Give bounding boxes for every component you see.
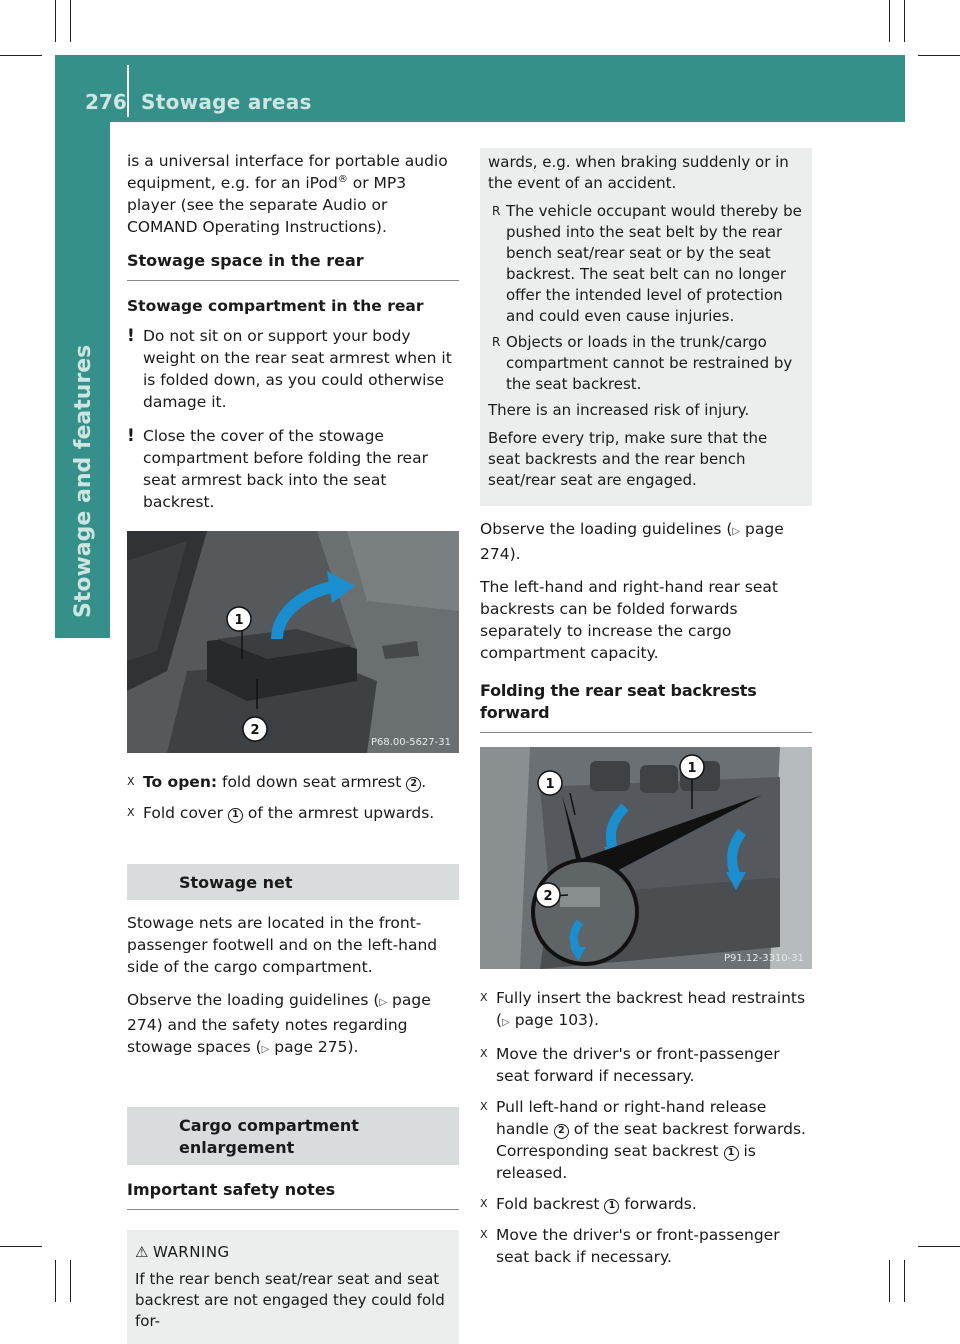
step-fold-backrest: X Fold backrest 1 forwards. [480,1195,697,1213]
intro-paragraph: is a universal interface for portable audio equipment, e.g. for an iPod® or MP3 player (see the separate Audio or COMAND Operating Instructions). [127,152,448,236]
left-column [127,150,459,1344]
backrest-paragraph: The left-hand and right-hand rear seat backrests can be folded forwards separately to increase the cargo compartment capacity. [480,578,778,662]
bullet-icon: R [492,335,501,349]
page-number: 276 [85,90,127,114]
crop-mark [889,1260,890,1302]
warning-icon: ⚠ [135,1243,149,1261]
loading-guidelines-paragraph: Observe the loading guidelines (▷ page 274). [480,520,784,563]
section-title-safety: Important safety notes [127,1179,459,1210]
callout-ref-1: 1 [228,808,243,823]
step-move-seat-forward: X Move the driver's or front-passenger seat forward if necessary. [480,1045,780,1085]
backrest-illustration [480,747,812,969]
callout-2: 2 [543,889,553,904]
crop-mark [889,0,890,42]
crop-mark [918,1246,960,1247]
net-paragraph-1: Stowage nets are located in the front-passenger footwell and on the left-hand side of the cargo compartment. [127,914,438,976]
image-code: P91.12-3310-31 [723,953,804,964]
crop-mark [0,55,42,56]
callout-ref-1: 1 [724,1146,739,1161]
step-pull-release-handle: X Pull left-hand or right-hand release handle 2 of the seat backrest forwards. Corresponding seat backrest 1 is released. [480,1098,806,1182]
net-paragraph-2: Observe the loading guidelines (▷ page 274) and the safety notes regarding stowage spaces (▷ page 275). [127,991,431,1056]
step-open-armrest: X To open: fold down seat armrest 2 . [127,773,427,791]
page-header [55,55,905,122]
section-title-stowage-net: Stowage net [127,864,459,900]
armrest-illustration [127,531,459,753]
warning-continued-text: wards, e.g. when braking suddenly or in the event of an accident. [488,153,789,192]
section-title-stowage-rear: Stowage space in the rear [127,250,459,281]
crop-mark [904,1260,905,1302]
callout-ref-2: 2 [554,1124,569,1139]
callout-1-right: 1 [687,761,697,776]
step-arrow-icon: X [480,1047,488,1060]
chapter-tab-label: Stowage and features [71,344,96,618]
note-cover: ! Close the cover of the stowage compartment before folding the rear seat armrest back into the seat backrest. [127,426,428,511]
crop-mark [70,0,71,42]
step-arrow-icon: X [480,1100,488,1113]
crop-mark [55,1260,56,1302]
warning-risk: There is an increased risk of injury. [488,401,750,419]
step-fold-cover: X Fold cover 1 of the armrest upwards. [127,804,435,822]
warning-bullet: R Objects or loads in the trunk/cargo compartment cannot be restrained by the seat backrest. [492,333,793,393]
bullet-icon: R [492,204,501,218]
warning-box [127,1230,459,1344]
callout-1-left: 1 [545,777,555,792]
crop-mark [904,0,905,42]
warning-text: If the rear bench seat/rear seat and seat backrest are not engaged they could fold for- [135,1270,445,1330]
callout-ref-2: 2 [406,777,421,792]
exclamation-icon: ! [127,326,135,346]
warning-bullet: R The vehicle occupant would thereby be pushed into the seat belt by the rear bench seat/rear seat or by the seat backrest. The seat belt can no longer offer the intended level of protection and could even cause injuries. [492,202,802,325]
note-armrest: ! Do not sit on or support your body weight on the rear seat armrest when it is folded down, as you could otherwise damage it. [127,326,452,411]
right-column [480,150,812,1277]
step-move-seat-back: X Move the driver's or front-passenger seat back if necessary. [480,1226,780,1266]
warning-box-continued [480,148,812,506]
crop-mark [70,1260,71,1302]
section-title-folding: Folding the rear seat backrests forward [480,680,812,733]
step-arrow-icon: X [127,775,135,788]
step-insert-head-restraints: X Fully insert the backrest head restraints (▷ page 103). [480,989,806,1029]
exclamation-icon: ! [127,426,135,446]
subsection-title-compartment: Stowage compartment in the rear [127,297,424,315]
crop-mark [55,0,56,42]
image-code: P68.00-5627-31 [370,737,451,748]
step-arrow-icon: X [480,1228,488,1241]
section-title-cargo: Cargo compartment enlargement [127,1107,459,1165]
step-arrow-icon: X [480,991,488,1004]
armrest-photo [127,531,459,753]
backrest-photo [480,747,812,969]
warning-check: Before every trip, make sure that the seat backrests and the rear bench seat/rear seat are engaged. [488,429,768,489]
chapter-tab[interactable] [55,122,110,638]
callout-2: 2 [250,723,260,738]
crop-mark [918,55,960,56]
page-title: Stowage areas [141,90,312,114]
step-arrow-icon: X [480,1197,488,1210]
callout-ref-1: 1 [604,1199,619,1214]
callout-1: 1 [234,613,244,628]
warning-title: ⚠ WARNING [135,1243,230,1261]
crop-mark [0,1246,42,1247]
step-arrow-icon: X [127,806,135,819]
header-divider [127,65,129,117]
